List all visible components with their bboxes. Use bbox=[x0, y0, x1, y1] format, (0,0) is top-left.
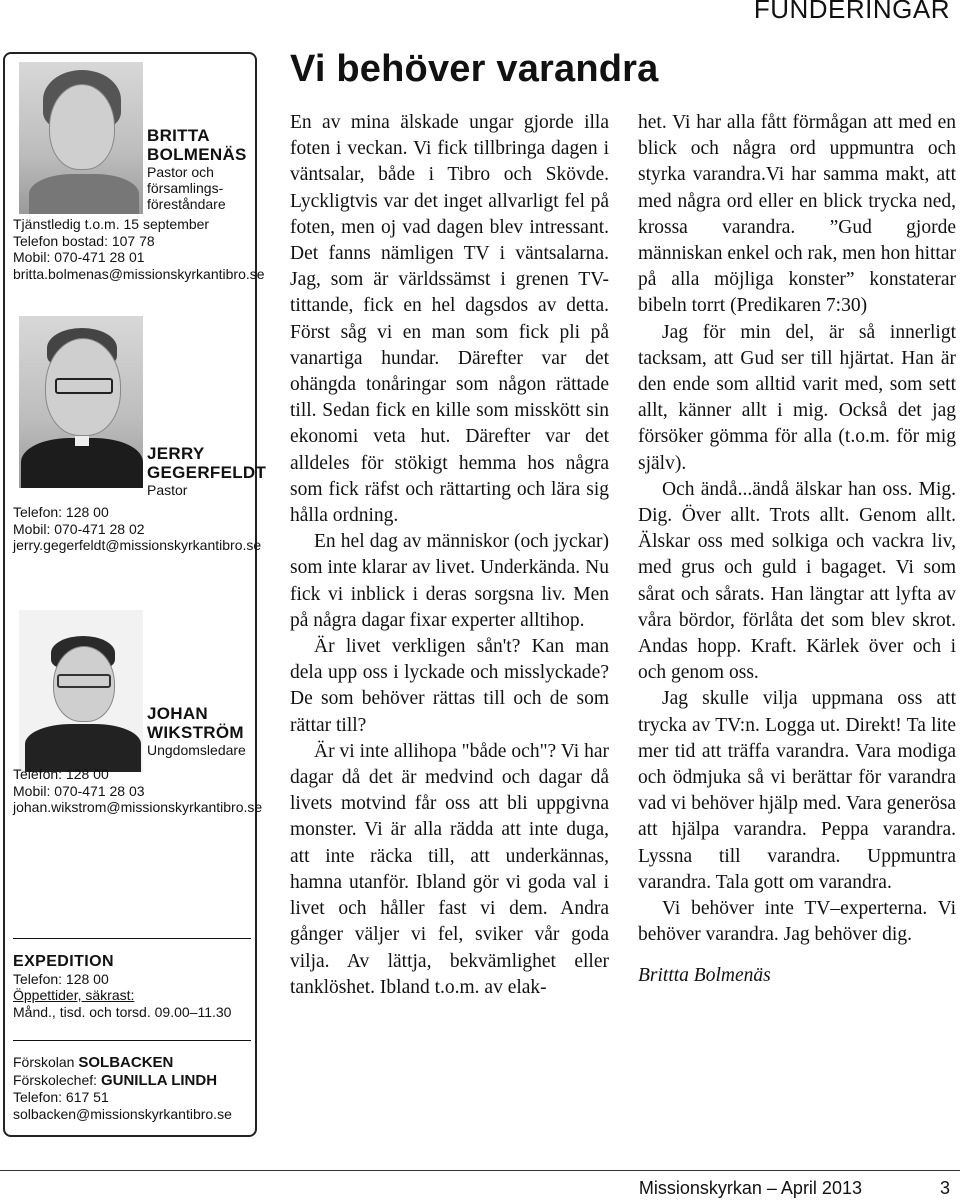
staff-name: BRITTA BOLMENÄS bbox=[147, 126, 247, 164]
footer-divider bbox=[0, 1170, 960, 1171]
divider bbox=[13, 1040, 251, 1041]
expedition-block: EXPEDITION Telefon: 128 00 Öppettider, säkrast: Månd., tisd. och torsd. 09.00–11.30 bbox=[13, 953, 232, 1020]
divider bbox=[13, 938, 251, 939]
article-column-1 bbox=[290, 110, 609, 1001]
article-title: Vi behöver varandra bbox=[290, 48, 659, 90]
staff-role: Ungdomsledare bbox=[147, 742, 246, 758]
section-label: FUNDERINGAR bbox=[753, 0, 950, 24]
page-number: 3 bbox=[939, 1178, 950, 1198]
email-link[interactable]: johan.wikstrom@missionskyrkantibro.se bbox=[13, 799, 263, 815]
paragraph: En av mina älskade ungar gjorde illa foten i veckan. Vi fick tillbringa dagen i väntsalar, både i Tibro och Skövde. Lyckligtvis var det inget allvarligt fel på foten, men oj vad dagen blev intressant. Det fanns nämligen TV i väntsalarna. Jag, som är världssämst i grenen TV-tittande, fick en hel dagsdos av detta. Först såg vi en man som fick pli på vanartiga hundar. Därefter var det ohängda tonåringar som någon rättade till. Sedan fick en kille som misskött sin ekonomi veta hut. Därefter var det alldeles för stökigt hemma hos några som fick räfst och rättarting och lära sig hålla ordning. bbox=[290, 112, 609, 527]
staff-contact: Telefon: 128 00 Mobil: 070-471 28 03 johan.wikstrom@missionskyrkantibro.se bbox=[13, 766, 263, 815]
paragraph: Vi behöver inte TV–experterna. Vi behöver varandra. Jag behöver dig. bbox=[638, 898, 956, 946]
portrait-jerry bbox=[19, 316, 143, 488]
staff-role: Pastor och församlings- föreståndare bbox=[147, 164, 226, 212]
paragraph: Jag för min del, är så innerligt tacksam, att Gud ser till hjärtat. Han är den ende som alltid varit med, som sett allt, känner allt i mig. Också det jag försöker gömma för alla (t.o.m. för mig själv). bbox=[638, 321, 956, 474]
staff-name: JERRY GEGERFELDT bbox=[147, 444, 267, 482]
page-footer bbox=[639, 1178, 950, 1199]
email-link[interactable]: jerry.gegerfeldt@missionskyrkantibro.se bbox=[13, 537, 262, 553]
portrait-britta bbox=[19, 62, 143, 214]
staff-contact: Telefon: 128 00 Mobil: 070-471 28 02 jerry.gegerfeldt@missionskyrkantibro.se bbox=[13, 504, 262, 553]
publication-name: Missionskyrkan – April 2013 bbox=[638, 1178, 862, 1198]
staff-name: JOHAN WIKSTRÖM bbox=[147, 704, 244, 742]
staff-role: Pastor bbox=[147, 482, 188, 498]
paragraph: Och ändå...ändå älskar han oss. Mig. Dig. Över allt. Trots allt. Genom allt. Älskar oss med solkiga och vackra liv, med grus och guld i bagaget. Vi som sårat och sårats. Han längtar att lyfta av våra bördor, förlåta det som blev skrot. Andas hopp. Kraft. Kärlek över och i och genom oss. bbox=[638, 478, 956, 684]
paragraph: het. Vi har alla fått förmågan att med en blick och några ord uppmuntra och styrka varandra.Vi har samma makt, att med några ord eller en blick trycka ned, krossa varandra. ”Gud gjorde människan enkel och rak, men hon hittar på alla möjliga konster” konstaterar bibeln torrt (Predikaren 7:30) bbox=[638, 112, 956, 317]
article-column-2 bbox=[638, 110, 956, 989]
article-signature: Brittta Bolmenäs bbox=[638, 964, 771, 986]
paragraph: Är vi inte allihopa "både och"? Vi har dagar då det är medvind och dagar då livets motvind får oss att bli uppgivna monster. Vi är alla rädda att inte duga, att inte räcka till, att underkännas, hamna utanför. Ibland gör vi goda val i livet och håller fast vi dem. Andra gånger väljer vi fel, sviker vår goda vilja. Av lättja, bekvämlighet eller tanklöshet. Ibland t.o.m. av elak- bbox=[290, 740, 609, 998]
email-link[interactable]: britta.bolmenas@missionskyrkantibro.se bbox=[13, 265, 265, 282]
email-link[interactable]: solbacken@missionskyrkantibro.se bbox=[13, 1105, 232, 1122]
preschool-block: Förskolan SOLBACKEN Förskolechef: GUNILLA LINDH Telefon: 617 51 solbacken@missionskyrkantibro.se bbox=[13, 1054, 232, 1122]
portrait-johan bbox=[19, 610, 143, 772]
paragraph: Jag skulle vilja uppmana oss att trycka av TV:n. Logga ut. Direkt! Ta lite mer tid att träffa varandra. Vara modiga och ödmjuka så vi berättar för varandra vad vi behöver hjälp med. Vara generösa att hjälpa varandra. Peppa varandra. Lyssna till varandra. Uppmuntra varandra. Tala gott om varandra. bbox=[638, 688, 956, 893]
expedition-heading: EXPEDITION bbox=[13, 953, 114, 970]
staff-sidebar bbox=[3, 52, 267, 1137]
paragraph: Är livet verkligen sån't? Kan man dela upp oss i lyckade och misslyckade? De som behöver rättas till och de som rättar till? bbox=[290, 636, 609, 736]
staff-contact: Tjänstledig t.o.m. 15 september Telefon bostad: 107 78 Mobil: 070-471 28 01 britta.bolmenas@missionskyrkantibro.se bbox=[13, 216, 265, 282]
paragraph: En hel dag av människor (och jyckar) som inte klarar av livet. Underkända. Nu fick vi inblick i deras sorgsna liv. Men på några dagar fixar experter alltihop. bbox=[290, 531, 609, 631]
